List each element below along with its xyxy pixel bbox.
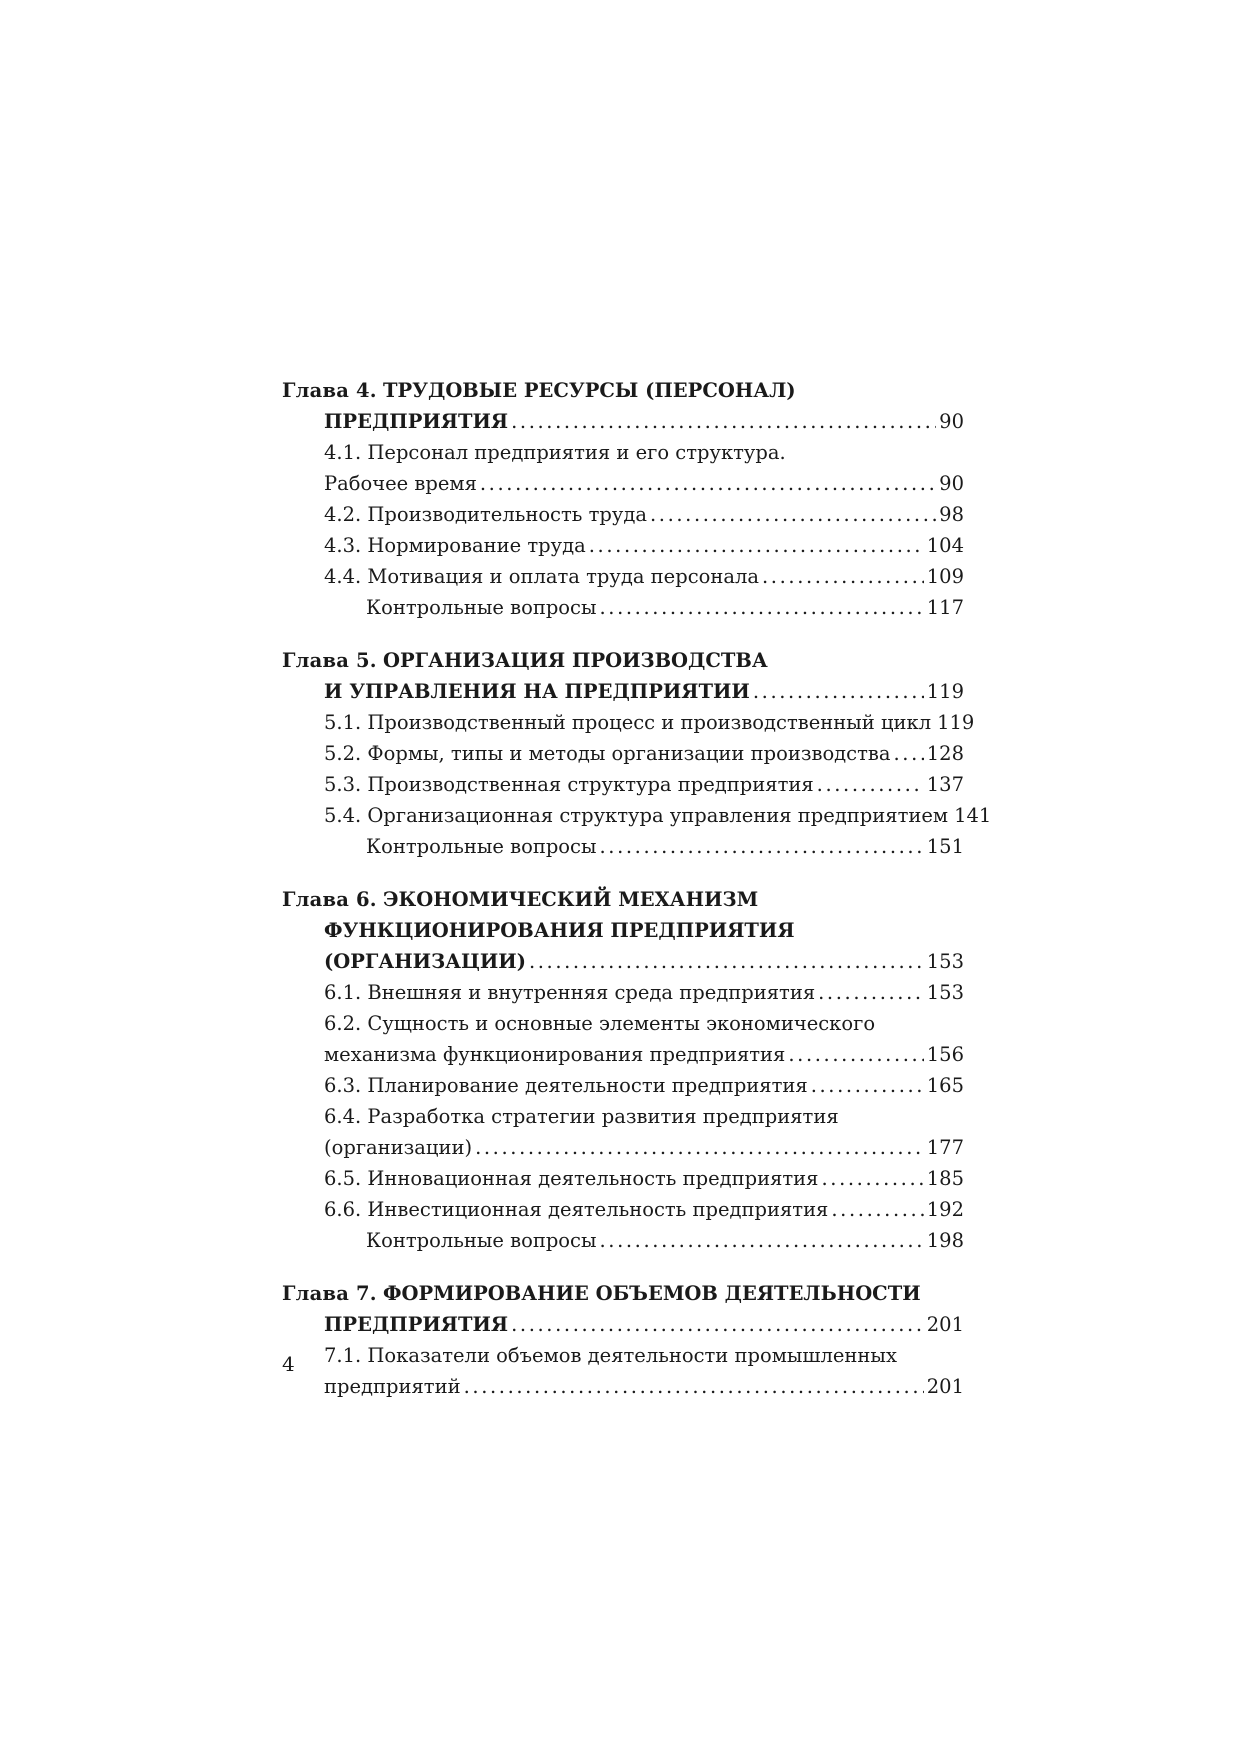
chapter-title-line: ТРУДОВЫЕ РЕСУРСЫ (ПЕРСОНАЛ) — [382, 379, 796, 402]
section-title: 6.5. Инновационная деятельность предприятия — [324, 1167, 819, 1190]
toc-entry — [282, 738, 964, 769]
leader-dots — [511, 1309, 924, 1340]
page-ref: 185 — [926, 1167, 964, 1190]
toc-entry — [282, 1309, 964, 1340]
page-ref: 192 — [926, 1198, 964, 1221]
chapter-prefix: Глава 4. — [282, 379, 377, 402]
toc-entry — [282, 1039, 964, 1070]
chapter-title-line: ПРЕДПРИЯТИЯ — [324, 1313, 509, 1336]
toc-entry — [282, 592, 964, 623]
section-title: 5.2. Формы, типы и методы организации производства — [324, 742, 891, 765]
toc-entry — [282, 530, 964, 561]
page-ref: 165 — [926, 1074, 964, 1097]
chapter-heading — [282, 375, 964, 406]
toc-entry — [282, 946, 964, 977]
chapter-6 — [282, 884, 964, 1256]
section-title-line: 7.1. Показатели объемов деятельности промышленных — [324, 1344, 897, 1367]
page-ref: 117 — [926, 596, 964, 619]
page-ref: 90 — [939, 410, 964, 433]
leader-dots — [599, 592, 923, 623]
toc-entry — [282, 1132, 964, 1163]
page-ref: 137 — [926, 773, 964, 796]
section-title: 5.1. Производственный процесс и производственный цикл — [324, 711, 932, 734]
leader-dots — [821, 1163, 923, 1194]
section-title-line: (организации) — [324, 1136, 473, 1159]
page-ref: 177 — [926, 1136, 964, 1159]
page-ref: 104 — [926, 534, 964, 557]
leader-dots — [480, 468, 936, 499]
leader-dots — [753, 676, 924, 707]
questions-title: Контрольные вопросы — [366, 1229, 597, 1252]
toc-entry — [282, 1225, 964, 1256]
page-ref: 201 — [926, 1313, 964, 1336]
chapter-title-line: ПРЕДПРИЯТИЯ — [324, 410, 509, 433]
chapter-heading — [282, 645, 964, 676]
chapter-5 — [282, 645, 992, 862]
page-ref: 201 — [926, 1375, 964, 1398]
chapter-title-line: ФОРМИРОВАНИЕ ОБЪЕМОВ ДЕЯТЕЛЬНОСТИ — [382, 1282, 921, 1305]
toc-entry — [282, 561, 964, 592]
chapter-7 — [282, 1278, 964, 1402]
section-title: 5.3. Производственная структура предприятия — [324, 773, 814, 796]
page-ref: 151 — [926, 835, 964, 858]
leader-dots — [475, 1132, 924, 1163]
leader-dots — [817, 769, 924, 800]
section-title: 6.3. Планирование деятельности предприятия — [324, 1074, 808, 1097]
toc-entry — [282, 977, 964, 1008]
page-ref: 141 — [954, 804, 992, 827]
toc-entry — [282, 800, 992, 831]
page-ref: 128 — [926, 742, 964, 765]
section-title: 5.4. Организационная структура управления предприятием — [324, 804, 949, 827]
toc-entry — [282, 1070, 964, 1101]
chapter-heading — [282, 1278, 964, 1309]
section-title: 4.2. Производительность труда — [324, 503, 647, 526]
leader-dots — [894, 738, 924, 769]
section-title-line: 4.1. Персонал предприятия и его структура. — [324, 441, 786, 464]
chapter-title-line: ЭКОНОМИЧЕСКИЙ МЕХАНИЗМ — [382, 888, 759, 911]
section-title: 6.1. Внешняя и внутренняя среда предприятия — [324, 981, 816, 1004]
section-title-line: механизма функционирования предприятия — [324, 1043, 786, 1066]
leader-dots — [762, 561, 924, 592]
toc-entry — [282, 707, 975, 738]
toc-entry — [282, 831, 964, 862]
leader-dots — [511, 406, 936, 437]
section-title-line: предприятий — [324, 1375, 461, 1398]
table-of-contents — [282, 375, 992, 1424]
page-ref: 109 — [926, 565, 964, 588]
page-ref: 119 — [937, 711, 975, 734]
leader-dots — [529, 946, 924, 977]
chapter-prefix: Глава 6. — [282, 888, 377, 911]
leader-dots — [599, 831, 923, 862]
chapter-title-line: И УПРАВЛЕНИЯ НА ПРЕДПРИЯТИИ — [324, 680, 750, 703]
toc-entry — [282, 769, 964, 800]
section-title: 6.6. Инвестиционная деятельность предприятия — [324, 1198, 829, 1221]
chapter-title-line: (ОРГАНИЗАЦИИ) — [324, 950, 526, 973]
chapter-heading — [282, 884, 964, 915]
section-title: 4.4. Мотивация и оплата труда персонала — [324, 565, 759, 588]
chapter-4 — [282, 375, 964, 623]
toc-entry — [282, 1371, 964, 1402]
leader-dots — [589, 530, 924, 561]
section-title-line: Рабочее время — [324, 472, 477, 495]
toc-entry — [282, 1194, 964, 1225]
page-ref: 90 — [939, 472, 964, 495]
leader-dots — [650, 499, 936, 530]
toc-entry — [282, 406, 964, 437]
leader-dots — [788, 1039, 923, 1070]
page-ref: 98 — [939, 503, 964, 526]
questions-title: Контрольные вопросы — [366, 596, 597, 619]
leader-dots — [831, 1194, 923, 1225]
section-title-line: 6.2. Сущность и основные элементы экономического — [324, 1012, 876, 1035]
chapter-prefix: Глава 5. — [282, 649, 377, 672]
leader-dots — [599, 1225, 923, 1256]
leader-dots — [818, 977, 924, 1008]
section-title: 4.3. Нормирование труда — [324, 534, 586, 557]
chapter-prefix: Глава 7. — [282, 1282, 377, 1305]
chapter-title-line: ОРГАНИЗАЦИЯ ПРОИЗВОДСТВА — [382, 649, 768, 672]
questions-title: Контрольные вопросы — [366, 835, 597, 858]
page-ref: 153 — [926, 981, 964, 1004]
leader-dots — [464, 1371, 924, 1402]
page-ref: 156 — [926, 1043, 964, 1066]
page-ref: 198 — [926, 1229, 964, 1252]
section-title-line: 6.4. Разработка стратегии развития предприятия — [324, 1105, 839, 1128]
toc-entry — [282, 1163, 964, 1194]
toc-entry — [282, 468, 964, 499]
page-number: 4 — [282, 1352, 295, 1376]
toc-entry — [282, 499, 964, 530]
page-ref: 153 — [926, 950, 964, 973]
leader-dots — [811, 1070, 924, 1101]
chapter-title-line: ФУНКЦИОНИРОВАНИЯ ПРЕДПРИЯТИЯ — [324, 919, 795, 942]
page-ref: 119 — [926, 680, 964, 703]
toc-entry — [282, 676, 964, 707]
